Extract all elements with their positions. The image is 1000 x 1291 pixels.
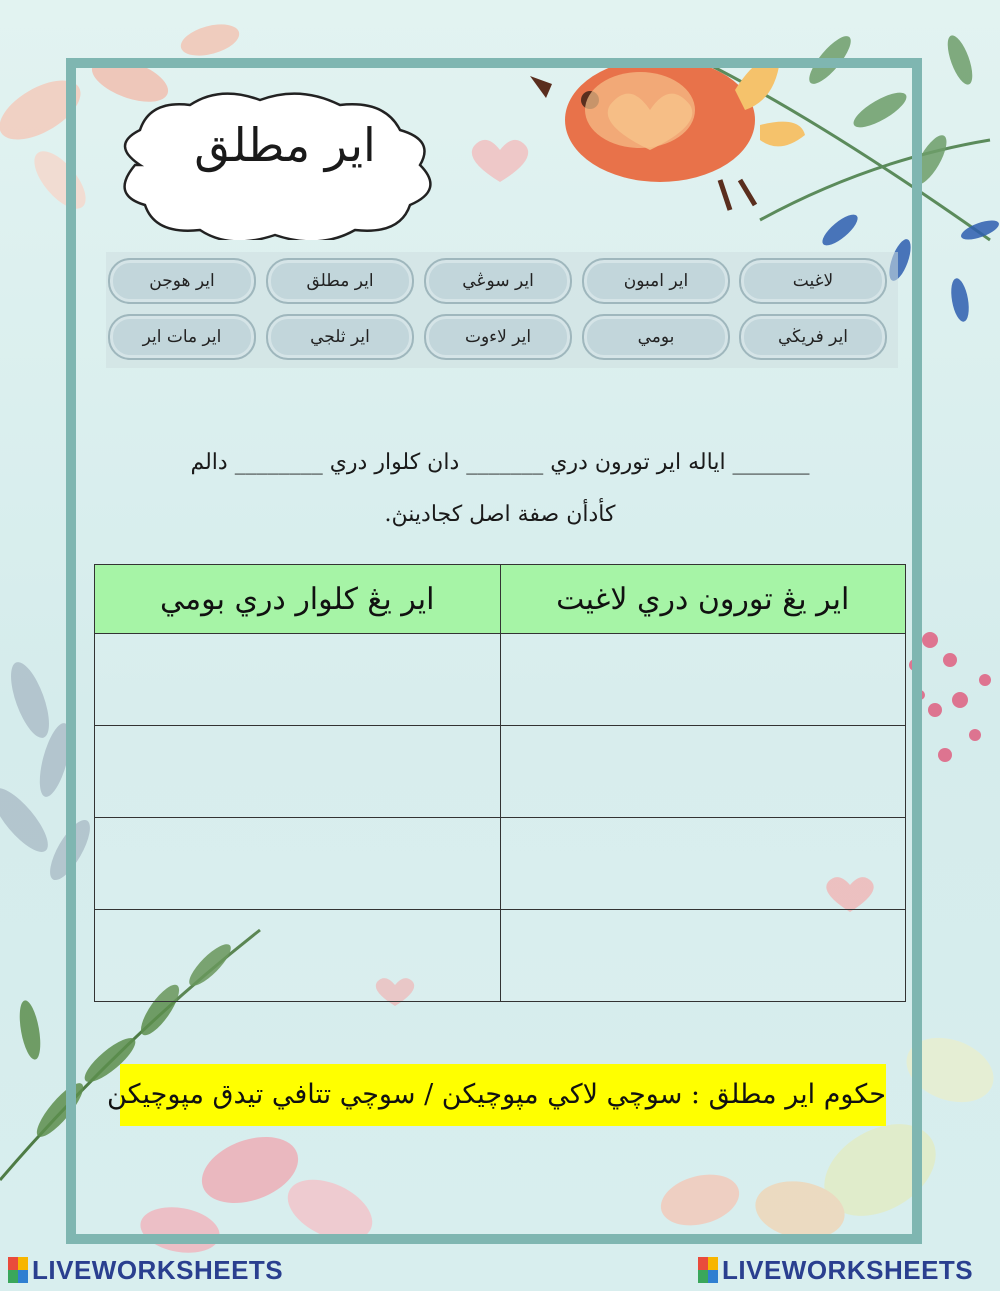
drop-cell[interactable] — [500, 726, 906, 818]
rule-banner: حكوم اير مطلق : سوچي لاكي مپوچيكن / سوچي تتافي تيدق مپوچيكن — [120, 1064, 886, 1126]
page-title: اير مطلق — [194, 118, 376, 172]
word-chip[interactable]: اير ثلجي — [266, 314, 414, 360]
sorting-table — [94, 564, 906, 1002]
drop-cell[interactable] — [500, 818, 906, 910]
brand-text: LIVEWORKSHEETS — [722, 1254, 974, 1285]
column-header-earth: اير يڠ تورون دري لاغيت — [500, 565, 906, 634]
word-chip[interactable]: اير هوجن — [108, 258, 256, 304]
drop-cell[interactable] — [95, 726, 501, 818]
column-header-sky: اير يڠ كلوار دري بومي — [95, 565, 501, 634]
word-chip[interactable]: اير فريڬي — [739, 314, 887, 360]
drop-cell[interactable] — [95, 818, 501, 910]
word-chip[interactable]: اير امبون — [582, 258, 730, 304]
word-chip[interactable]: اير سوڠي — [424, 258, 572, 304]
liveworksheets-logo-left — [8, 1256, 283, 1284]
drop-cell[interactable] — [95, 634, 501, 726]
word-chip[interactable]: اير مات اير — [108, 314, 256, 360]
liveworksheets-icon — [698, 1257, 718, 1283]
word-bank — [106, 252, 898, 368]
instruction-line-2: كأدأن صفة اصل كجادينڽ. — [384, 502, 616, 527]
word-chip[interactable]: اير مطلق — [266, 258, 414, 304]
word-chip[interactable]: لاغيت — [739, 258, 887, 304]
brand-text: LIVEWORKSHEETS — [32, 1254, 284, 1285]
drop-cell[interactable] — [95, 910, 501, 1002]
liveworksheets-logo-right — [698, 1256, 973, 1284]
word-chip[interactable]: بومي — [582, 314, 730, 360]
instruction-line-1: _______ اياله اير تورون دري _______ دان كلوار دري ________ دالم — [190, 450, 810, 475]
drop-cell[interactable] — [500, 910, 906, 1002]
word-chip[interactable]: اير لاءوت — [424, 314, 572, 360]
drop-cell[interactable] — [500, 634, 906, 726]
liveworksheets-icon — [8, 1257, 28, 1283]
